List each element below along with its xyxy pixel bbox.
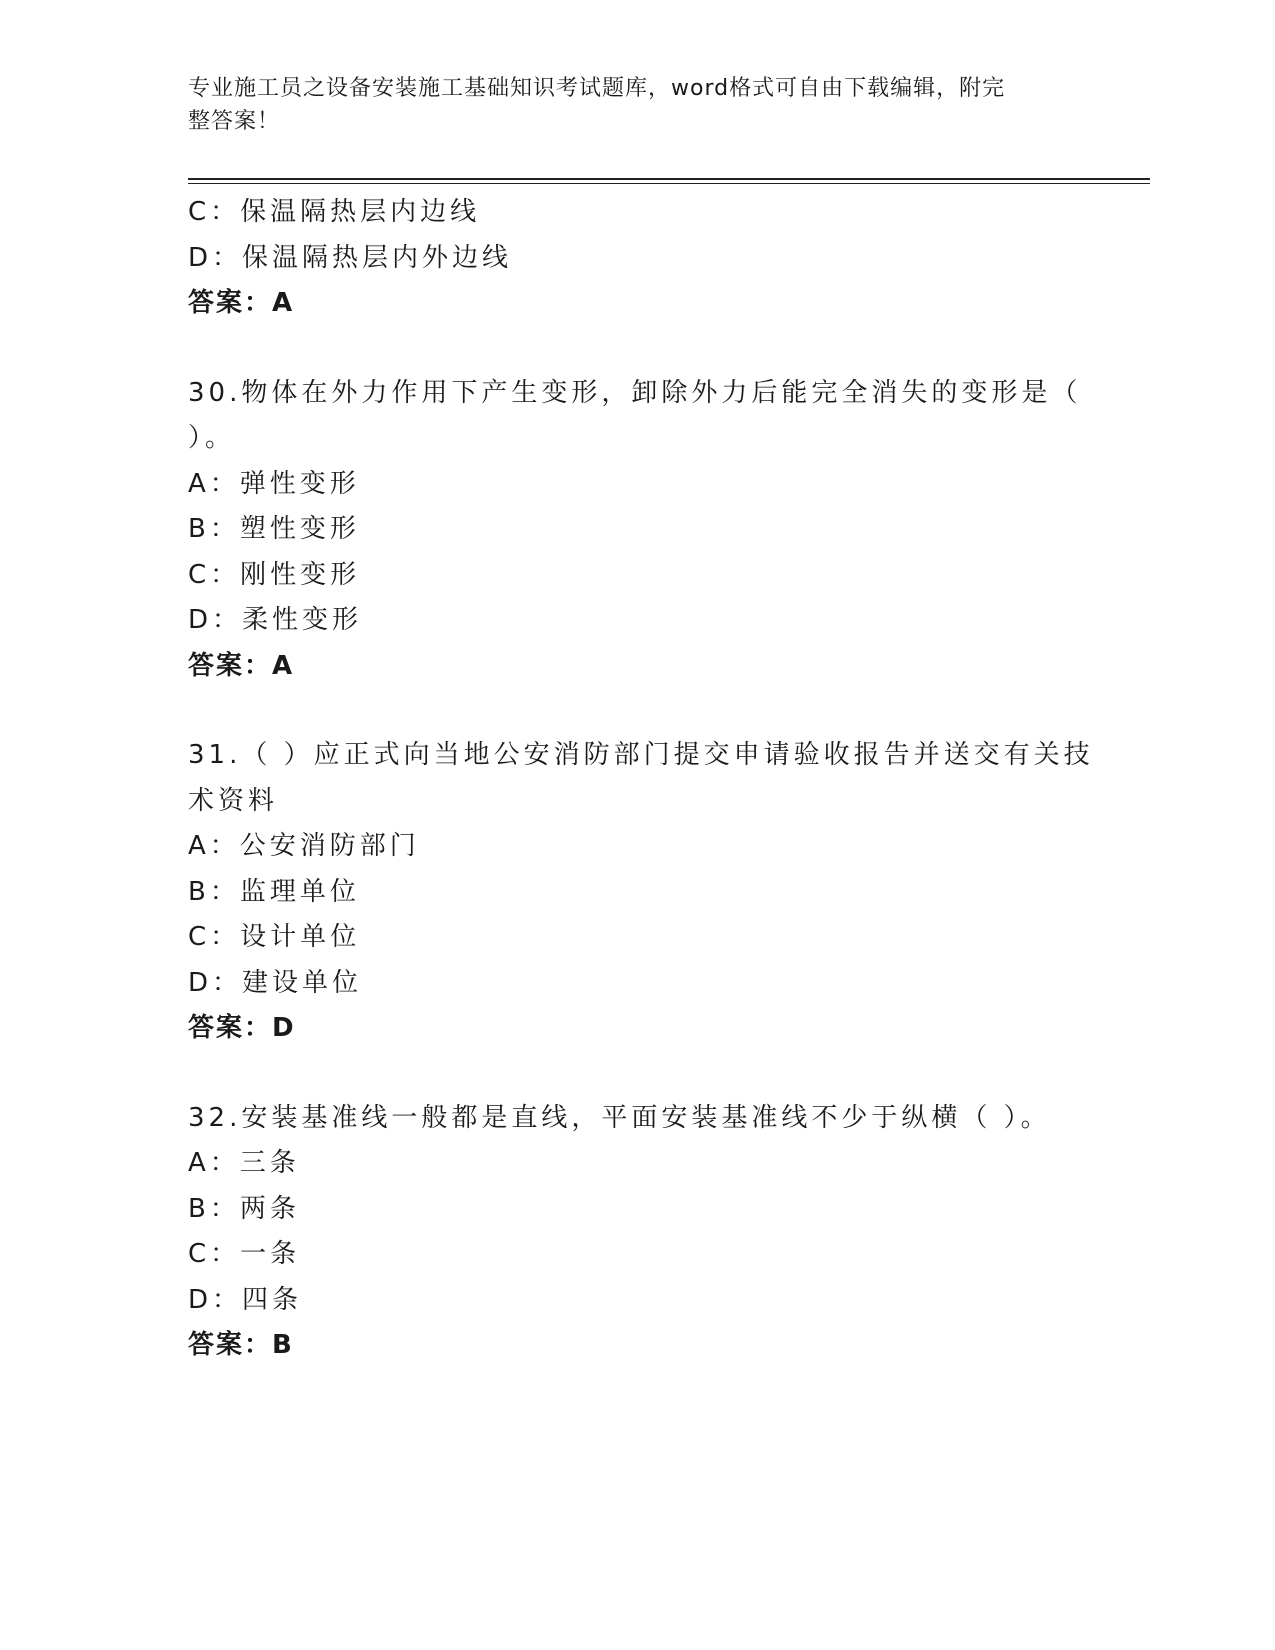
option-c: C：设计单位 (188, 922, 361, 952)
option-c: C：保温隔热层内边线 (188, 197, 481, 227)
option-d: D：四条 (188, 1284, 303, 1315)
option-b: B：塑性变形 (188, 514, 360, 544)
option-c: C：一条 (188, 1239, 301, 1269)
question-31 (188, 733, 1094, 1052)
question-stem: 31.（ ）应正式向当地公安消防部门提交申请验收报告并送交有关技 (188, 740, 1094, 770)
question-32 (188, 1096, 1088, 1369)
answer: 答案：A (188, 288, 295, 318)
document-header (188, 72, 1068, 138)
option-a: A：三条 (188, 1148, 300, 1178)
question-stem-continued: 术资料 (188, 785, 279, 816)
question-list (188, 190, 1094, 1369)
answer: 答案：B (188, 1330, 294, 1360)
question-30 (188, 371, 1088, 690)
option-d: D：柔性变形 (188, 605, 363, 635)
option-b: B：两条 (188, 1193, 300, 1224)
question-stem: 30.物体在外力作用下产生变形，卸除外力后能完全消失的变形是（ (188, 377, 1082, 408)
header-title-line1: 专业施工员之设备安装施工基础知识考试题库，word格式可自由下载编辑，附完 (188, 76, 1006, 101)
option-b: B：监理单位 (188, 876, 360, 907)
answer: 答案：D (188, 1013, 296, 1043)
question-stem-continued: ）。 (188, 423, 236, 453)
option-d: D：建设单位 (188, 967, 363, 998)
answer: 答案：A (188, 650, 295, 681)
option-c: C：刚性变形 (188, 559, 361, 590)
option-d: D：保温隔热层内外边线 (188, 242, 513, 273)
continued-question (188, 190, 1088, 327)
question-stem: 32.安装基准线一般都是直线，平面安装基准线不少于纵横（ ）。 (188, 1102, 1051, 1133)
option-a: A：弹性变形 (188, 468, 360, 499)
header-divider-thick (188, 178, 1150, 180)
header-title-line2: 整答案！ (188, 109, 281, 134)
header-divider-thin (188, 183, 1150, 184)
option-a: A：公安消防部门 (188, 831, 420, 861)
